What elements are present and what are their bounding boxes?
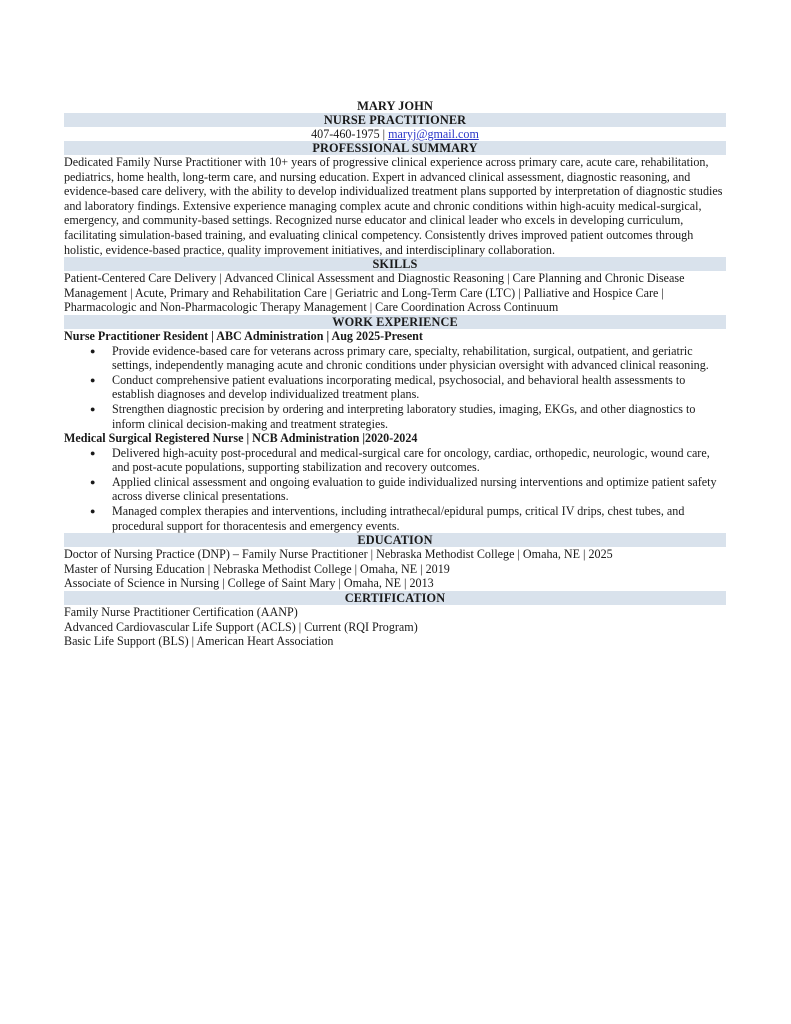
phone-number: 407-460-1975 xyxy=(311,127,380,141)
education-item-2: Master of Nursing Education | Nebraska Methodist College | Omaha, NE | 2019 xyxy=(64,561,450,576)
bullet-icon: ● xyxy=(90,374,96,385)
education-item-3: Associate of Science in Nursing | College of Saint Mary | Omaha, NE | 2013 xyxy=(64,576,434,591)
list-item xyxy=(64,373,726,402)
job-title-1: Nurse Practitioner Resident | ABC Administration | Aug 2025-Present xyxy=(64,328,423,343)
bullet-text: Provide evidence-based care for veterans across primary care, specialty, rehabilitation, surgical, outpatient, and geriatric settings, independently managing acute and chronic conditions under physician oversight with advanced clinical reasoning. xyxy=(112,343,709,373)
job-title-band: NURSE PRACTITIONER xyxy=(64,113,726,127)
list-item xyxy=(64,504,726,533)
bullet-text: Applied clinical assessment and ongoing evaluation to guide individualized nursing interventions and optimize patient safety across diverse clinical presentations. xyxy=(112,474,717,504)
contact-separator: | xyxy=(379,127,389,141)
education-item-1: Doctor of Nursing Practice (DNP) – Family Nurse Practitioner | Nebraska Methodist College | Omaha, NE | 2025 xyxy=(64,547,613,562)
certification-item-1: Family Nurse Practitioner Certification (AANP) xyxy=(64,605,298,620)
certification-item-2: Advanced Cardiovascular Life Support (ACLS) | Current (RQI Program) xyxy=(64,619,418,634)
bullet-icon: ● xyxy=(90,447,96,458)
certification-item-3: Basic Life Support (BLS) | American Heart Association xyxy=(64,634,334,649)
bullet-text: Managed complex therapies and interventions, including intrathecal/epidural pumps, critical IV drips, chest tubes, and procedural support for thoracentesis and emergency events. xyxy=(112,504,685,533)
email-link[interactable]: maryj@gmail.com xyxy=(388,127,479,141)
skills-heading: SKILLS xyxy=(64,257,726,271)
bullet-icon: ● xyxy=(90,403,96,414)
job-title-2: Medical Surgical Registered Nurse | NCB Administration |2020-2024 xyxy=(64,431,418,446)
experience-heading: WORK EXPERIENCE xyxy=(64,315,726,329)
resume-page xyxy=(64,99,726,649)
education-heading: EDUCATION xyxy=(64,533,726,547)
summary-text: Dedicated Family Nurse Practitioner with 10+ years of progressive clinical experience across primary care, acute care, rehabilitation, pediatrics, home health, long-term care, and nursing education. Expert in advanced clinical assessment, diagnostic reasoning, and evidence-based care delivery, with the ability to develop individualized treatment plans supported by interpretation of diagnostic studies and laboratory findings. Extensive experience managing complex acute and chronic conditions within high-acuity medical-surgical, emergency, and community-based settings. Recognized nurse educator and clinical leader who excels in developing curriculum, facilitating simulation-based training, and evaluating clinical competency. Consistently drives improved patient outcomes through holistic, evidence-based practice, quality improvement initiatives, and interdisciplinary collaboration. xyxy=(64,155,723,257)
bullet-text: Conduct comprehensive patient evaluations incorporating medical, psychosocial, and behavioral health assessments to establish diagnoses and develop individualized treatment plans. xyxy=(112,372,686,402)
list-item xyxy=(64,344,726,373)
candidate-name: MARY JOHN xyxy=(357,99,433,113)
list-item xyxy=(64,402,726,431)
bullet-icon: ● xyxy=(90,345,96,356)
job-2-bullets xyxy=(64,446,726,534)
skills-text: Patient-Centered Care Delivery | Advanced Clinical Assessment and Diagnostic Reasoning | Care Planning and Chronic Disease Management | Acute, Primary and Rehabilitation Care | Geriatric and Long-Term Care (LTC) | Palliative and Hospice Care | Pharmacologic and Non-Pharmacologic Therapy Management | Care Coordination Across Continuum xyxy=(64,271,685,315)
list-item xyxy=(64,475,726,504)
bullet-icon: ● xyxy=(90,506,96,517)
bullet-icon: ● xyxy=(90,476,96,487)
certification-heading: CERTIFICATION xyxy=(64,591,726,605)
contact-line xyxy=(64,127,726,141)
summary-heading: PROFESSIONAL SUMMARY xyxy=(64,141,726,155)
bullet-text: Strengthen diagnostic precision by ordering and interpreting laboratory studies, imaging, EKGs, and other diagnostics to inform clinical decision-making and treatment strategies. xyxy=(112,401,696,431)
bullet-text: Delivered high-acuity post-procedural and medical-surgical care for oncology, cardiac, orthopedic, neurologic, wound care, and post-acute populations, supporting stabilization and recovery outcomes. xyxy=(112,445,710,475)
list-item xyxy=(64,446,726,475)
job-1-bullets xyxy=(64,344,726,432)
